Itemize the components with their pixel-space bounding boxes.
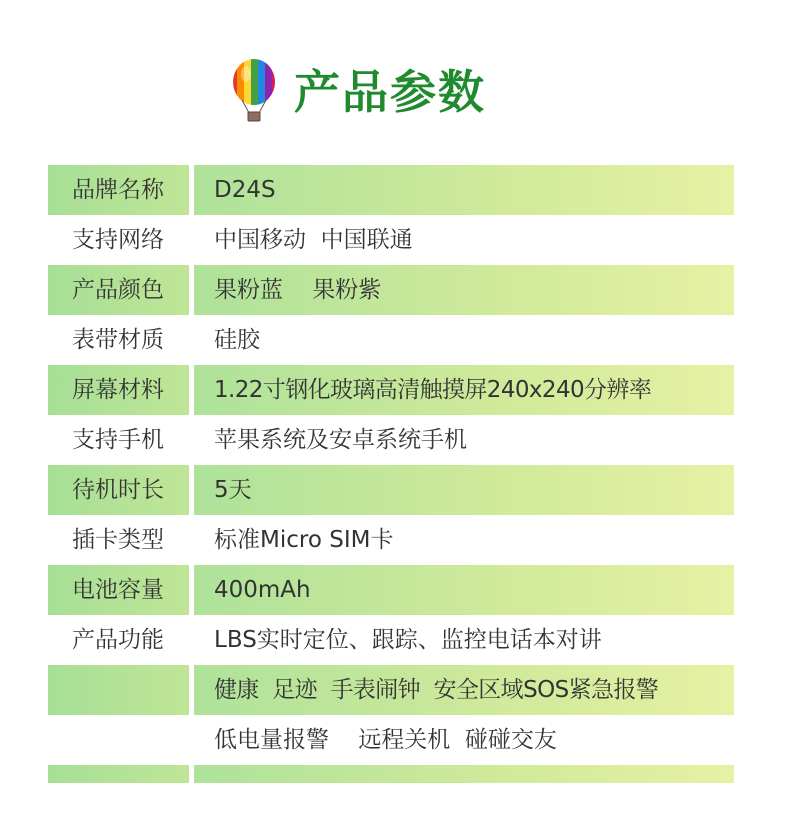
- spec-value: 中国移动 中国联通: [214, 227, 413, 253]
- spec-label: 产品颜色: [72, 277, 164, 303]
- spec-label-empty: [48, 765, 189, 783]
- spec-value: LBS实时定位、跟踪、监控电话本对讲: [214, 627, 602, 653]
- spec-value: 低电量报警 远程关机 碰碰交友: [214, 727, 557, 753]
- spec-row-features-3: [48, 715, 734, 765]
- spec-value: 苹果系统及安卓系统手机: [214, 427, 467, 453]
- spec-row-sim: [48, 515, 734, 565]
- spec-row-battery: [48, 565, 734, 615]
- page-title: 产品参数: [294, 65, 486, 119]
- spec-label: 插卡类型: [72, 527, 164, 553]
- spec-row-brand: [48, 165, 734, 215]
- spec-row-phone: [48, 415, 734, 465]
- spec-label: 表带材质: [72, 327, 164, 353]
- spec-value: 1.22寸钢化玻璃高清触摸屏240x240分辨率: [214, 377, 652, 403]
- spec-table: [48, 165, 734, 783]
- spec-label: 屏幕材料: [72, 377, 164, 403]
- spec-value: 健康 足迹 手表闹钟 安全区域SOS紧急报警: [214, 677, 659, 703]
- spec-label: 支持手机: [72, 427, 164, 453]
- spec-row-features-2: [48, 665, 734, 715]
- spec-value: 标准Micro SIM卡: [214, 527, 394, 553]
- spec-label: 待机时长: [72, 477, 164, 503]
- hot-air-balloon-icon: [228, 58, 280, 124]
- section-header: [228, 58, 548, 128]
- spec-value: 5天: [214, 477, 252, 503]
- spec-label: 品牌名称: [72, 177, 164, 203]
- spec-value: 硅胶: [214, 327, 260, 353]
- spec-row-strap: [48, 315, 734, 365]
- spec-label: 电池容量: [72, 577, 164, 603]
- spec-value: 果粉蓝 果粉紫: [214, 277, 382, 303]
- spec-row-color: [48, 265, 734, 315]
- spec-row-screen: [48, 365, 734, 415]
- spec-value-empty: [194, 765, 734, 783]
- spec-value: 400mAh: [214, 577, 311, 603]
- spec-row-features: [48, 615, 734, 665]
- spec-row-standby: [48, 465, 734, 515]
- spec-row-network: [48, 215, 734, 265]
- spec-row-cutoff: [48, 765, 734, 783]
- spec-label: 产品功能: [72, 627, 164, 653]
- spec-label: 支持网络: [72, 227, 164, 253]
- spec-value: D24S: [214, 177, 276, 203]
